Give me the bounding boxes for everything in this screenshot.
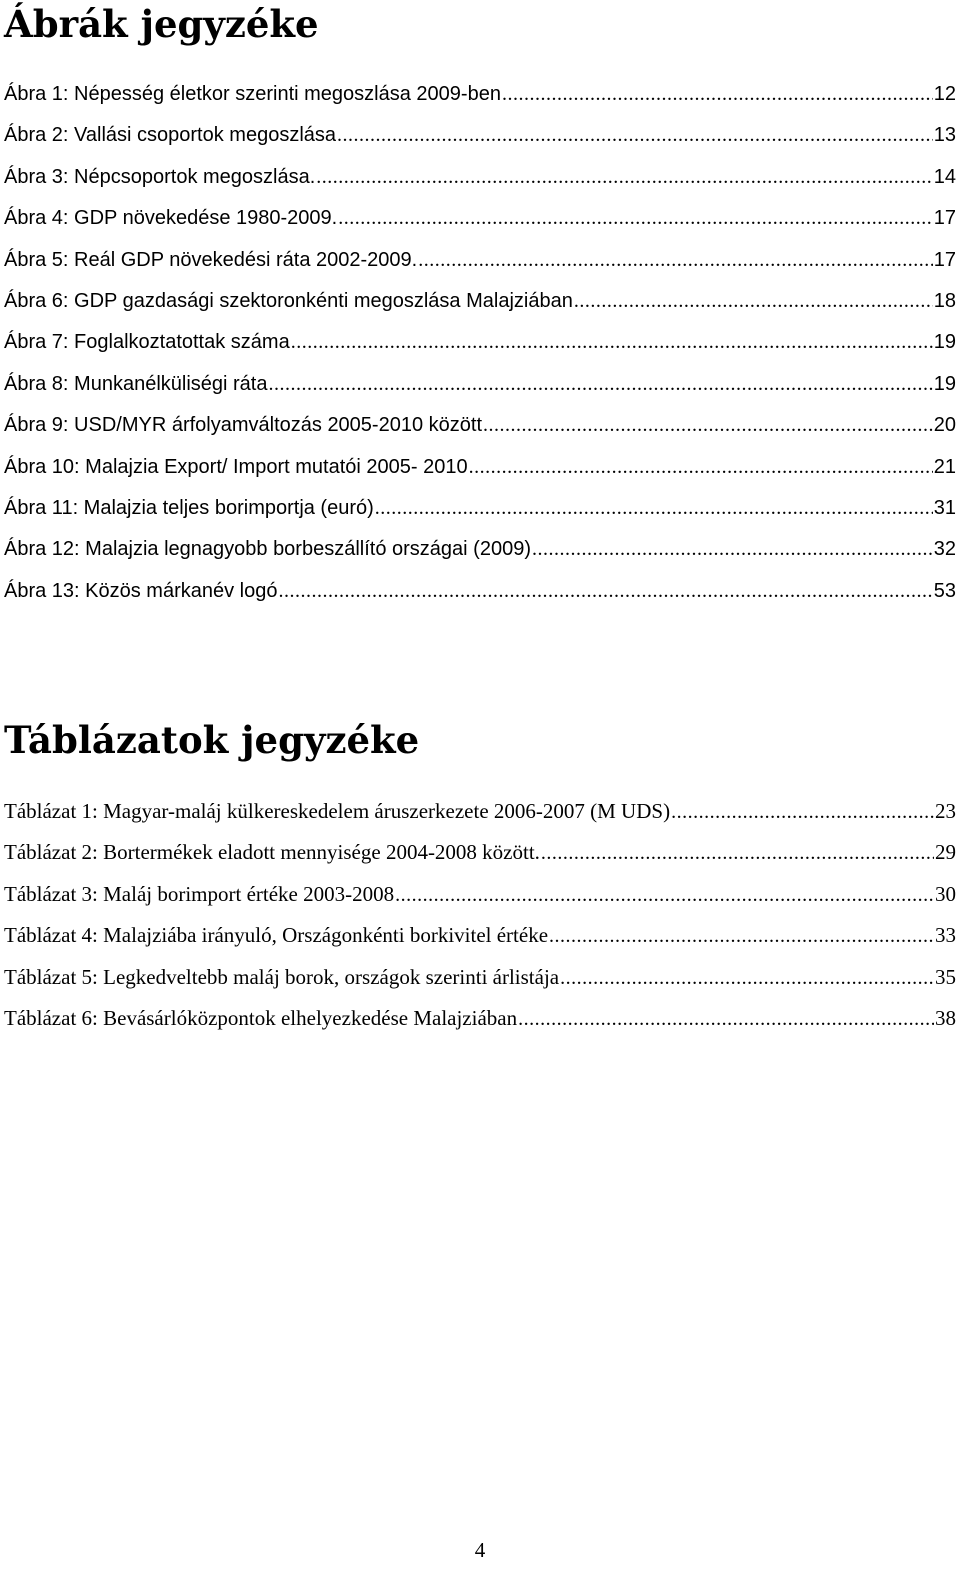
figure-entry-7[interactable]	[4, 324, 956, 365]
table-entry-label: Táblázat 2: Bortermékek eladott mennyisége 2004-2008 között.	[4, 840, 540, 865]
figure-entry-page: 20	[933, 414, 956, 437]
figure-entry-2[interactable]	[4, 117, 956, 158]
figure-entry-11[interactable]	[4, 490, 956, 531]
figure-entry-label: Ábra 11: Malajzia teljes borimportja (euró)	[4, 496, 374, 519]
dot-leader	[560, 960, 934, 996]
figure-entry-page: 19	[933, 372, 956, 395]
dot-leader	[338, 200, 933, 236]
figures-list-heading: Ábrák jegyzéke	[4, 2, 319, 46]
dot-leader	[316, 159, 932, 195]
table-entry-label: Táblázat 3: Maláj borimport értéke 2003-2008	[4, 881, 395, 906]
dot-leader	[469, 449, 933, 485]
table-entry-4[interactable]	[4, 917, 956, 958]
dot-leader	[549, 918, 934, 954]
figures-list	[4, 76, 956, 614]
figure-entry-3[interactable]	[4, 159, 956, 200]
table-entry-page: 33	[935, 923, 956, 948]
figure-entry-page: 18	[933, 289, 956, 312]
dot-leader	[291, 324, 933, 360]
figure-entry-1[interactable]	[4, 76, 956, 117]
table-entry-3[interactable]	[4, 876, 956, 917]
figure-entry-label: Ábra 3: Népcsoportok megoszlása.	[4, 165, 316, 188]
figure-entry-page: 53	[933, 579, 956, 602]
dot-leader	[502, 76, 933, 112]
figure-entry-page: 19	[933, 331, 956, 354]
figure-entry-label: Ábra 13: Közös márkanév logó	[4, 579, 278, 602]
dot-leader	[532, 531, 933, 567]
dot-leader	[268, 366, 932, 402]
figure-entry-label: Ábra 7: Foglalkoztatottak száma	[4, 331, 290, 354]
figure-entry-page: 32	[933, 538, 956, 561]
figure-entry-6[interactable]	[4, 283, 956, 324]
figure-entry-label: Ábra 1: Népesség életkor szerinti megoszlása 2009-ben	[4, 83, 501, 105]
figure-entry-page: 31	[933, 496, 956, 519]
tables-list	[4, 793, 956, 1041]
dot-leader	[418, 242, 933, 278]
tables-list-heading: Táblázatok jegyzéke	[4, 718, 420, 762]
figure-entry-label: Ábra 6: GDP gazdasági szektoronkénti megoszlása Malajziában	[4, 289, 573, 312]
table-entry-2[interactable]	[4, 834, 956, 875]
table-entry-5[interactable]	[4, 959, 956, 1000]
table-entry-page: 23	[935, 799, 956, 823]
table-entry-label: Táblázat 5: Legkedveltebb maláj borok, országok szerinti árlistája	[4, 964, 560, 989]
figure-entry-10[interactable]	[4, 449, 956, 490]
dot-leader	[483, 407, 933, 443]
figure-entry-12[interactable]	[4, 531, 956, 572]
figure-entry-label: Ábra 12: Malajzia legnagyobb borbeszállító országai (2009)	[4, 538, 531, 561]
dot-leader	[279, 573, 933, 609]
dot-leader	[337, 117, 933, 153]
figure-entry-8[interactable]	[4, 366, 956, 407]
figure-entry-page: 21	[933, 455, 956, 478]
table-entry-page: 29	[935, 840, 956, 865]
figure-entry-9[interactable]	[4, 407, 956, 448]
dot-leader	[574, 283, 933, 319]
table-entry-page: 30	[935, 881, 956, 906]
page-number: 4	[474, 1538, 486, 1562]
figure-entry-5[interactable]	[4, 242, 956, 283]
figure-entry-label: Ábra 5: Reál GDP növekedési ráta 2002-2009.	[4, 248, 418, 271]
figure-entry-4[interactable]	[4, 200, 956, 241]
figure-entry-13[interactable]	[4, 573, 956, 614]
figure-entry-label: Ábra 4: GDP növekedése 1980-2009.	[4, 207, 338, 230]
figure-entry-page: 12	[933, 83, 956, 105]
figure-entry-label: Ábra 8: Munkanélküliségi ráta	[4, 372, 268, 395]
figure-entry-page: 17	[933, 248, 956, 271]
table-entry-6[interactable]	[4, 1000, 956, 1041]
figure-entry-label: Ábra 9: USD/MYR árfolyamváltozás 2005-2010 között	[4, 414, 482, 437]
figure-entry-page: 14	[933, 165, 956, 188]
table-entry-label: Táblázat 4: Malajziába irányuló, Országonkénti borkivitel értéke	[4, 923, 549, 948]
table-entry-label: Táblázat 1: Magyar-maláj külkereskedelem áruszerkezete 2006-2007 (M UDS)	[4, 799, 671, 823]
dot-leader	[671, 794, 934, 830]
dot-leader	[375, 490, 933, 526]
dot-leader	[541, 835, 934, 871]
table-entry-page: 38	[935, 1005, 956, 1030]
figure-entry-label: Ábra 2: Vallási csoportok megoszlása	[4, 124, 337, 147]
table-entry-label: Táblázat 6: Bevásárlóközpontok elhelyezkedése Malajziában	[4, 1005, 518, 1030]
dot-leader	[518, 1001, 934, 1037]
figure-entry-label: Ábra 10: Malajzia Export/ Import mutatói 2005- 2010	[4, 455, 468, 478]
dot-leader	[395, 877, 934, 913]
figure-entry-page: 17	[933, 207, 956, 230]
table-entry-page: 35	[935, 964, 956, 989]
figure-entry-page: 13	[933, 124, 956, 147]
table-entry-1[interactable]	[4, 793, 956, 834]
